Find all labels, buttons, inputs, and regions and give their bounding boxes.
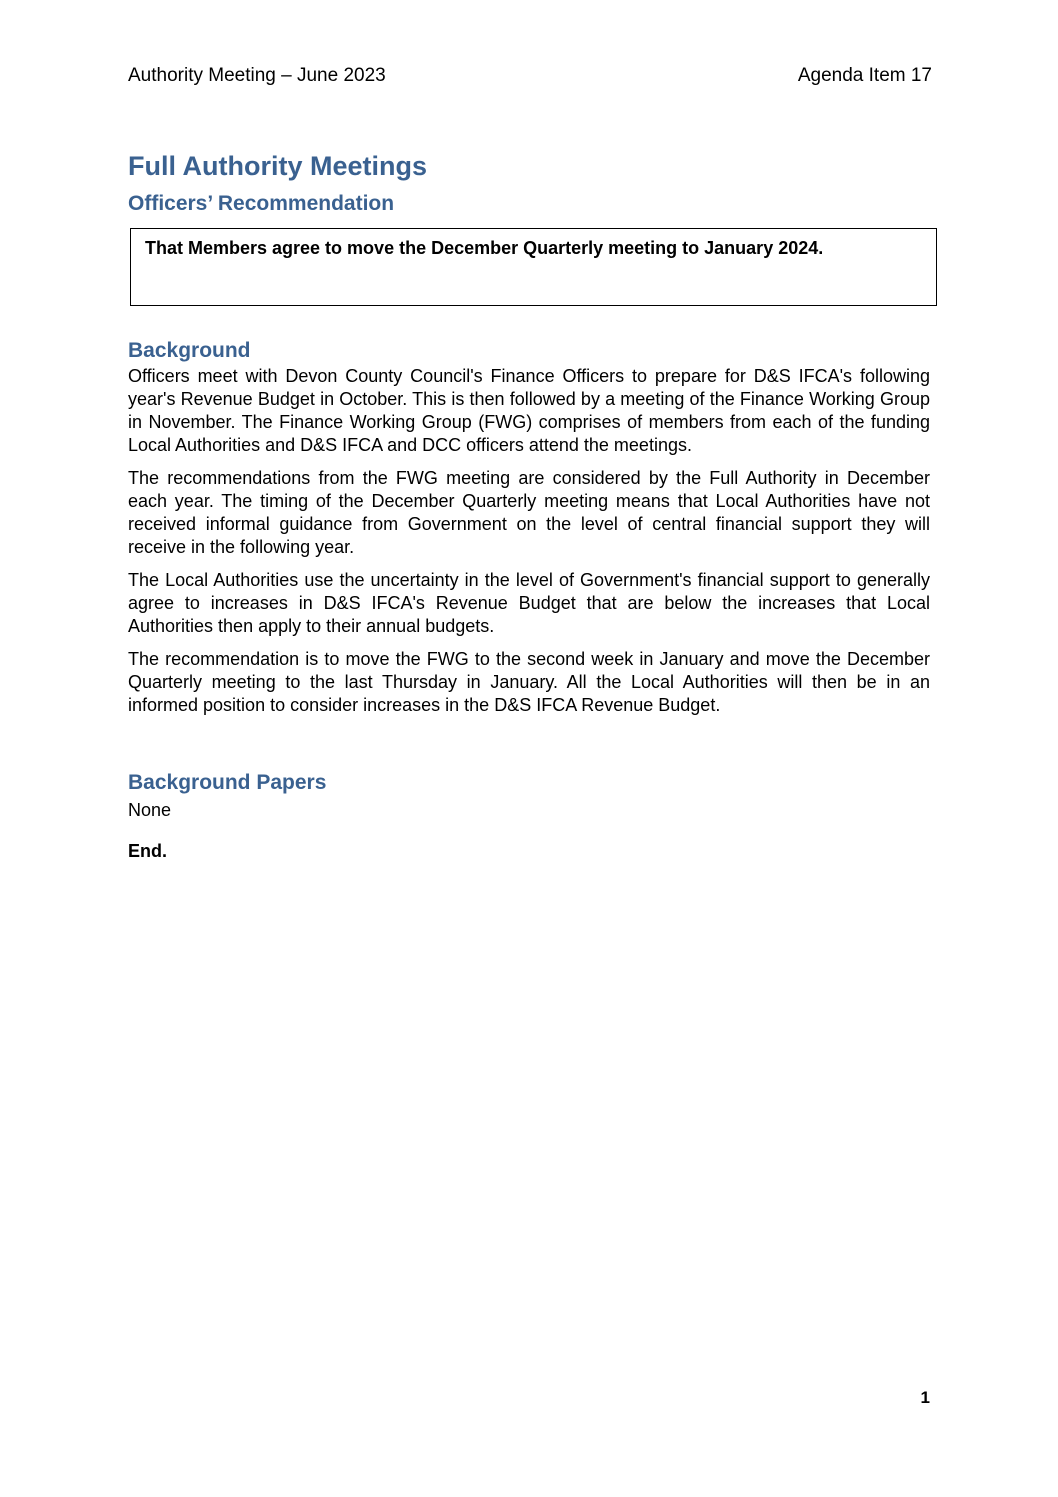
background-papers-heading: Background Papers <box>128 771 327 794</box>
background-paragraph-4: The recommendation is to move the FWG to the second week in January and move the December Quarterly meeting to the last Thursday in January. All the Local Authorities will then be in an informed position to consider increases in the D&S IFCA Revenue Budget. <box>128 649 930 715</box>
background-paragraph-1: Officers meet with Devon County Council's Finance Officers to prepare for D&S IFCA's following year's Revenue Budget in October. This is then followed by a meeting of the Finance Working Group in November. The Finance Working Group (FWG) comprises of members from each of the funding Local Authorities and D&S IFCA and DCC officers attend the meetings. <box>128 366 930 455</box>
header-agenda-item: Agenda Item 17 <box>797 65 932 86</box>
officers-recommendation-heading: Officers’ Recommendation <box>128 192 395 215</box>
page-title: Full Authority Meetings <box>128 151 427 181</box>
document-body <box>128 148 930 863</box>
recommendation-box: That Members agree to move the December Quarterly meeting to January 2024. <box>130 228 937 306</box>
header-meeting-title: Authority Meeting – June 2023 <box>128 65 386 86</box>
background-paragraph-2: The recommendations from the FWG meeting are considered by the Full Authority in December each year. The timing of the December Quarterly meeting means that Local Authorities have not received informal guidance from Government on the level of central financial support they will receive in the following year. <box>128 468 930 557</box>
background-papers-text: None <box>128 800 172 820</box>
background-paragraph-3: The Local Authorities use the uncertainty in the level of Government's financial support to generally agree to increases in D&S IFCA's Revenue Budget that are below the increases that Local Authorities then apply to their annual budgets. <box>128 570 930 636</box>
page-number: 1 <box>920 1388 930 1407</box>
background-heading: Background <box>128 339 251 362</box>
end-text: End. <box>128 841 167 861</box>
